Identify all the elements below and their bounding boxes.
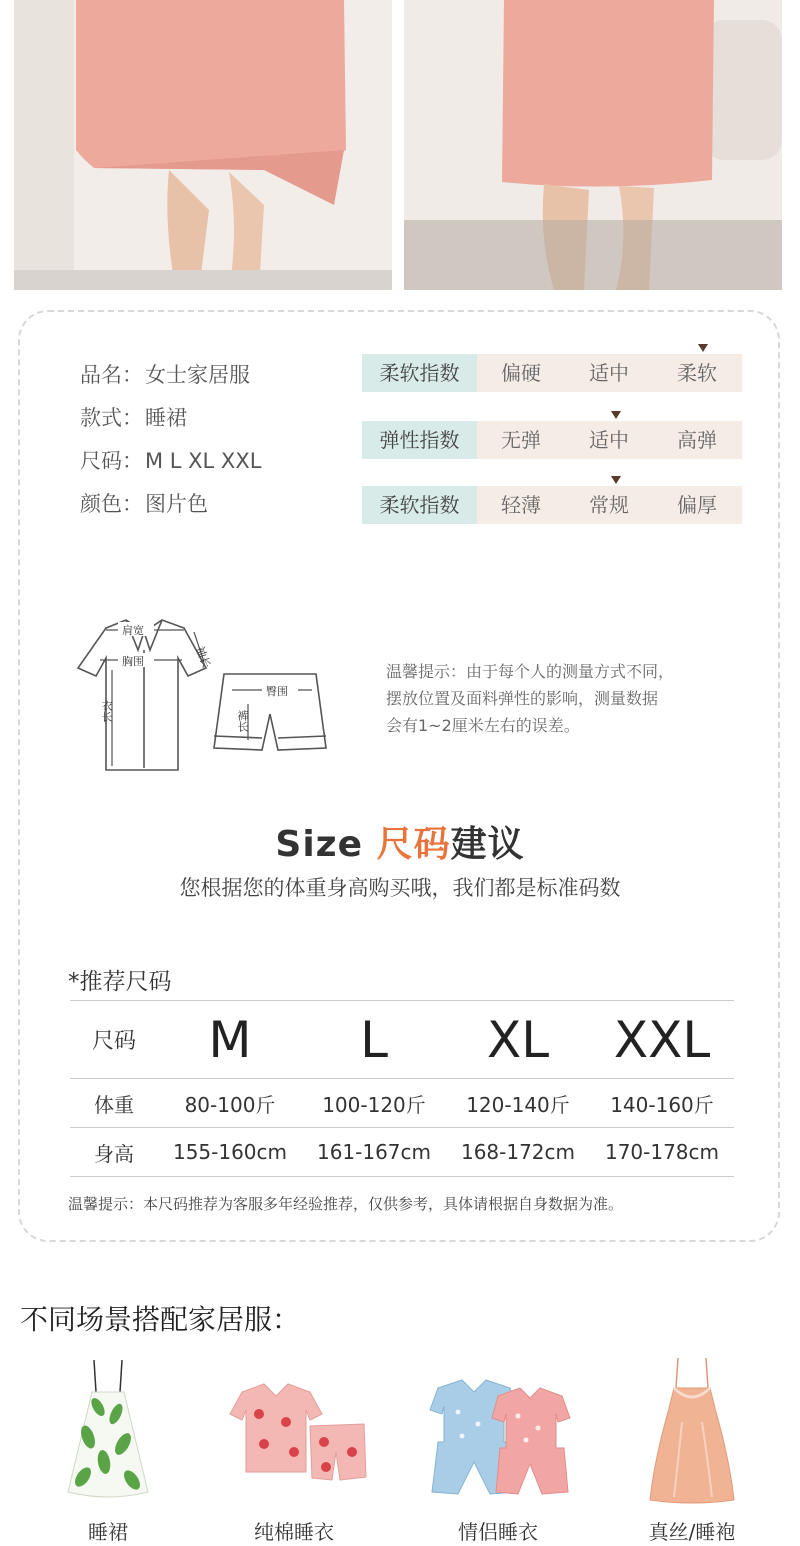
selected-marker-icon	[611, 411, 621, 419]
table-cell: 161-167cm	[302, 1128, 446, 1177]
size-note: 温馨提示：本尺码推荐为客服多年经验推荐，仅供参考，具体请根据自身数据为准。	[68, 1195, 624, 1213]
couple-pajamas-icon	[418, 1352, 578, 1507]
weight-row	[70, 1079, 734, 1128]
shoulder-label: 肩宽	[122, 625, 144, 637]
product-photos	[0, 0, 800, 300]
measurement-diagram	[66, 610, 346, 785]
index-option: 偏硬	[501, 361, 541, 385]
spec-style: 款式：睡裙	[80, 406, 187, 430]
length-label: 衣长	[100, 700, 112, 722]
index-option: 适中	[589, 428, 629, 452]
tip-line: 温馨提示：由于每个人的测量方式不同，	[386, 662, 675, 681]
scene-item-nightdress[interactable]	[28, 1352, 188, 1542]
index-option: 高弹	[677, 428, 717, 452]
index-scale	[477, 421, 742, 459]
index-label: 柔软指数	[362, 354, 477, 392]
hip-label: 臀围	[266, 686, 288, 698]
index-label: 柔软指数	[362, 486, 477, 524]
chest-label: 胸围	[122, 656, 144, 668]
scene-item-cotton-pajamas[interactable]	[214, 1352, 374, 1542]
scene-label: 情侣睡衣	[458, 1520, 538, 1544]
row-label: 体重	[70, 1079, 158, 1128]
table-cell: 120-140斤	[446, 1079, 590, 1128]
pajama-measurement-icon	[66, 610, 346, 785]
scenes-title: 不同场景搭配家居服：	[20, 1303, 301, 1336]
index-option: 无弹	[501, 428, 541, 452]
elasticity-index-row	[362, 421, 742, 459]
height-row	[70, 1128, 734, 1177]
recommend-size-title: *推荐尺码	[68, 969, 172, 995]
spec-product-name: 品名：女士家居服	[80, 363, 250, 387]
selected-marker-icon	[698, 344, 708, 352]
product-spec-list	[80, 360, 263, 532]
index-option: 柔软	[677, 361, 717, 385]
size-cell: M	[158, 1001, 302, 1079]
index-option: 偏厚	[677, 493, 717, 517]
scene-label: 纯棉睡衣	[254, 1520, 334, 1544]
row-label: 身高	[70, 1128, 158, 1177]
size-cell: XXL	[590, 1001, 734, 1079]
table-cell: 170-178cm	[590, 1128, 734, 1177]
size-guide-subtitle: 您根据您的体重身高购买哦，我们都是标准码数	[179, 876, 621, 900]
table-cell: 80-100斤	[158, 1079, 302, 1128]
size-header-label: 尺码	[70, 1001, 158, 1079]
sleeve-label: 袖长	[193, 644, 212, 670]
floral-slip-dress-icon	[28, 1352, 188, 1507]
scene-item-couple-pajamas[interactable]	[418, 1352, 578, 1542]
pants-length-label: 裤长	[236, 710, 248, 732]
index-scale	[477, 354, 742, 392]
spec-size: 尺码：M L XL XXL	[80, 449, 262, 473]
size-header-row	[70, 1001, 734, 1079]
table-cell: 100-120斤	[302, 1079, 446, 1128]
index-label: 弹性指数	[362, 421, 477, 459]
strawberry-pajama-set-icon	[214, 1352, 374, 1507]
scene-label: 真丝/睡袍	[648, 1520, 736, 1544]
tip-line: 摆放位置及面料弹性的影响，测量数据	[386, 689, 659, 708]
tip-line: 会有1~2厘米左右的误差。	[386, 716, 580, 735]
measurement-tips	[386, 658, 746, 739]
size-cell: XL	[446, 1001, 590, 1079]
scene-item-silk-robe[interactable]	[612, 1352, 772, 1542]
table-cell: 140-160斤	[590, 1079, 734, 1128]
index-option: 常规	[589, 493, 629, 517]
spec-color: 颜色：图片色	[80, 492, 208, 516]
index-scale	[477, 486, 742, 524]
dress-photo-back	[404, 0, 782, 290]
index-option: 轻薄	[501, 493, 541, 517]
thickness-index-row	[362, 486, 742, 524]
silk-slip-icon	[612, 1352, 772, 1507]
dress-photo-side	[14, 0, 392, 290]
softness-index-row	[362, 354, 742, 392]
table-cell: 168-172cm	[446, 1128, 590, 1177]
table-cell: 155-160cm	[158, 1128, 302, 1177]
selected-marker-icon	[611, 476, 621, 484]
size-table	[70, 1000, 734, 1177]
size-cell: L	[302, 1001, 446, 1079]
scene-label: 睡裙	[88, 1520, 128, 1544]
size-guide-title: Size 尺码建议	[275, 824, 525, 865]
index-option: 适中	[589, 361, 629, 385]
